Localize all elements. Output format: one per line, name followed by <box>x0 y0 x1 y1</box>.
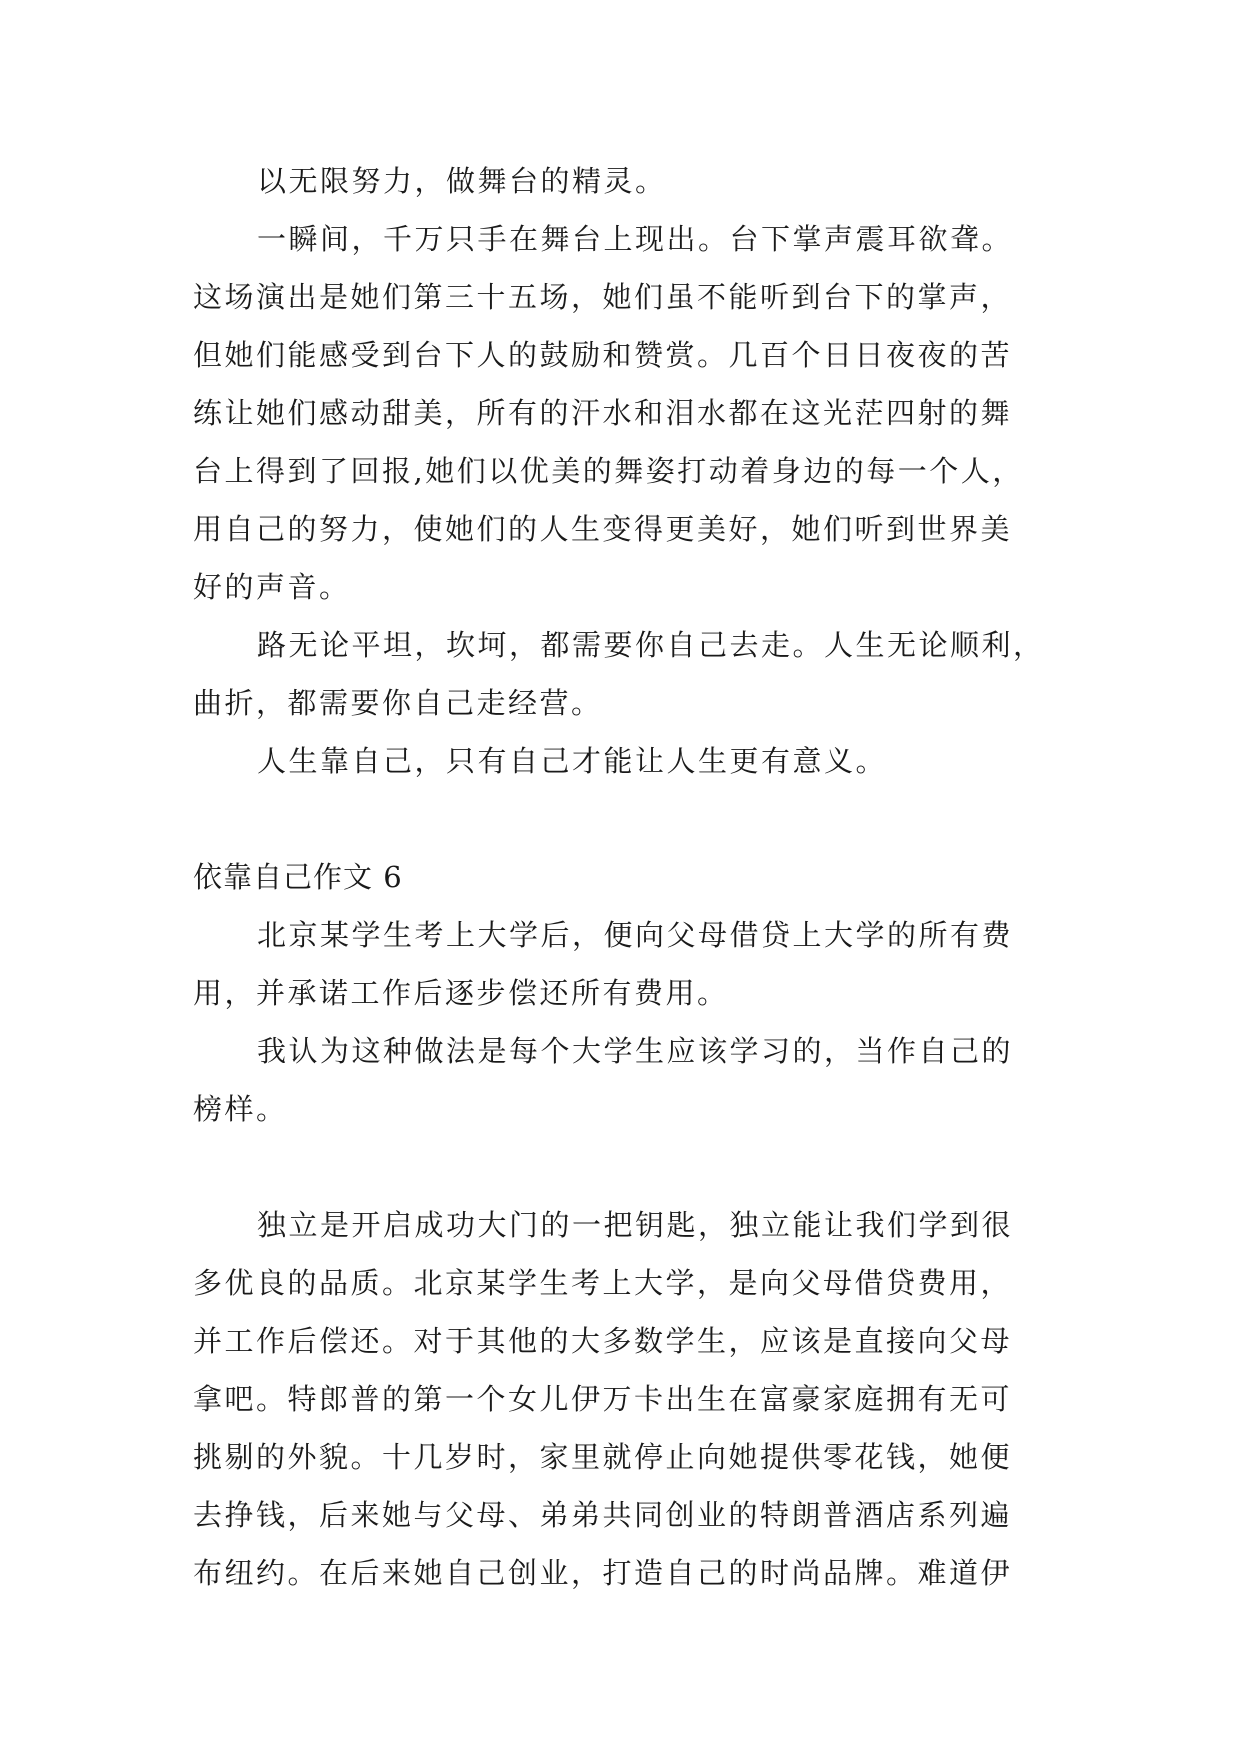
paragraph-line: 我认为这种做法是每个大学生应该学习的，当作自己的 <box>257 1034 1014 1068</box>
paragraph-line: 但她们能感受到台下人的鼓励和赞赏。几百个日日夜夜的苦 <box>193 338 1013 372</box>
paragraph-line: 用，并承诺工作后逐步偿还所有费用。 <box>193 976 729 1010</box>
paragraph-line: 独立是开启成功大门的一把钥匙，独立能让我们学到很 <box>257 1208 1014 1242</box>
paragraph-line: 好的声音。 <box>193 570 351 604</box>
blank-line <box>193 1138 1057 1196</box>
section-heading: 依靠自己作文 6 <box>193 860 403 894</box>
paragraph-line: 用自己的努力，使她们的人生变得更美好，她们听到世界美 <box>193 512 1013 546</box>
paragraph-line: 以无限努力，做舞台的精灵。 <box>257 164 667 198</box>
blank-line <box>193 790 1057 848</box>
paragraph-line: 人生靠自己，只有自己才能让人生更有意义。 <box>257 744 888 778</box>
paragraph-line: 榜样。 <box>193 1092 288 1126</box>
paragraph-line: 曲折，都需要你自己走经营。 <box>193 686 603 720</box>
paragraph-line: 去挣钱，后来她与父母、弟弟共同创业的特朗普酒店系列遍 <box>193 1498 1013 1532</box>
paragraph-line: 并工作后偿还。对于其他的大多数学生，应该是直接向父母 <box>193 1324 1013 1358</box>
paragraph-line: 多优良的品质。北京某学生考上大学，是向父母借贷费用， <box>193 1266 1013 1300</box>
paragraph-line: 挑剔的外貌。十几岁时，家里就停止向她提供零花钱，她便 <box>193 1440 1013 1474</box>
paragraph-line: 一瞬间，千万只手在舞台上现出。台下掌声震耳欲聋。 <box>257 222 1014 256</box>
paragraph-line: 这场演出是她们第三十五场，她们虽不能听到台下的掌声， <box>193 280 1013 314</box>
paragraph-line: 布纽约。在后来她自己创业，打造自己的时尚品牌。难道伊 <box>193 1556 1013 1590</box>
paragraph-line: 台上得到了回报,她们以优美的舞姿打动着身边的每一个人， <box>193 454 1024 488</box>
paragraph-line: 拿吧。特郎普的第一个女儿伊万卡出生在富豪家庭拥有无可 <box>193 1382 1013 1416</box>
paragraph-line: 路无论平坦，坎坷，都需要你自己去走。人生无论顺利， <box>257 628 1045 662</box>
document-body <box>193 152 1057 1602</box>
paragraph-line: 练让她们感动甜美，所有的汗水和泪水都在这光茫四射的舞 <box>193 396 1013 430</box>
paragraph-line: 北京某学生考上大学后，便向父母借贷上大学的所有费 <box>257 918 1014 952</box>
